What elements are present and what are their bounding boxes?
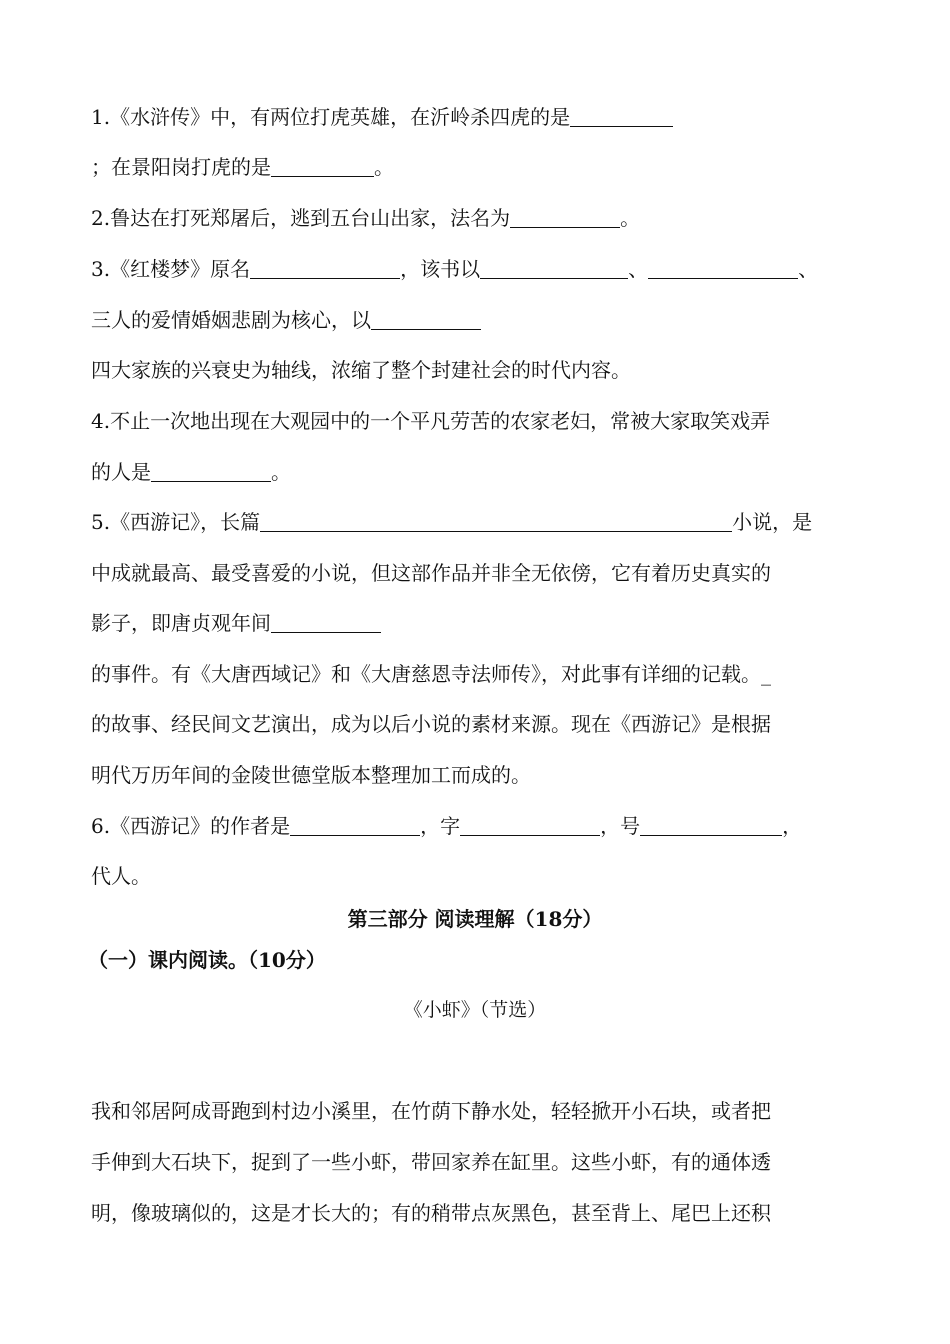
- passage-title: 《小虾》（节选）: [403, 999, 547, 1021]
- question-2-text: 2.鲁达在打死郑屠后，逃到五台山出家，法名为: [91, 206, 511, 230]
- answer-blank[interactable]: [151, 461, 271, 482]
- answer-blank[interactable]: [371, 309, 481, 330]
- question-6-text: 6.《西游记》的作者是: [91, 814, 291, 838]
- answer-blank[interactable]: [290, 815, 420, 836]
- question-3-text-3: 三人的爱情婚姻悲剧为核心，以: [91, 308, 371, 332]
- question-5-line-4: 的事件。有《大唐西域记》和《大唐慈恩寺法师传》，对此事有详细的记载。_: [91, 662, 771, 686]
- question-6-text-2: ，字: [420, 814, 461, 838]
- answer-blank[interactable]: [480, 258, 628, 279]
- punctuation: 、: [798, 257, 819, 281]
- subsection-title: （一）课内阅读。（10分）: [88, 948, 326, 972]
- answer-blank[interactable]: [570, 106, 673, 127]
- question-1-text: 1.《水浒传》中，有两位打虎英雄，在沂岭杀四虎的是: [91, 105, 571, 129]
- question-1-text-2: ；在景阳岗打虎的是: [91, 155, 271, 179]
- question-5-line-1: [91, 509, 812, 535]
- question-5-line-5: 的故事、经民间文艺演出，成为以后小说的素材来源。现在《西游记》是根据: [91, 712, 771, 736]
- answer-blank[interactable]: [640, 815, 782, 836]
- answer-blank[interactable]: [260, 511, 732, 532]
- question-3-text: 3.《红楼梦》原名: [91, 257, 251, 281]
- question-6-text-3: ，号: [600, 814, 641, 838]
- answer-blank[interactable]: [250, 258, 400, 279]
- punctuation: 、: [628, 257, 649, 281]
- question-2-line: [91, 205, 640, 231]
- question-3-text-2: ，该书以: [400, 257, 481, 281]
- passage-line: 明，像玻璃似的，这是才长大的；有的稍带点灰黑色，甚至背上、尾巴上还积: [91, 1201, 771, 1225]
- question-3-line-3: 四大家族的兴衰史为轴线，浓缩了整个封建社会的时代内容。: [91, 358, 631, 382]
- answer-blank[interactable]: [648, 258, 798, 279]
- answer-blank[interactable]: [271, 156, 374, 177]
- question-5-line-6: 明代万历年间的金陵世德堂版本整理加工而成的。: [91, 763, 531, 787]
- section-title: 第三部分 阅读理解（18分）: [347, 907, 603, 931]
- punctuation: 。: [271, 460, 291, 484]
- question-5-text-2: 小说，是: [732, 510, 813, 534]
- punctuation: 。: [620, 206, 641, 230]
- question-3-line-1: [91, 256, 818, 282]
- question-5-line-3: [91, 610, 381, 636]
- answer-blank[interactable]: [460, 815, 600, 836]
- question-4-line-2: [91, 459, 291, 485]
- question-1-line-2: [91, 154, 394, 180]
- question-6-line-2: 代人。: [91, 864, 151, 888]
- question-4-line-1: 4.不止一次地出现在大观园中的一个平凡劳苦的农家老妇，常被大家取笑戏弄: [91, 409, 771, 433]
- question-6-line-1: [91, 813, 802, 839]
- punctuation: ，: [782, 814, 803, 838]
- question-3-line-2: [91, 307, 481, 333]
- question-1-line-1: [91, 104, 673, 130]
- question-5-line-2: 中成就最高、最受喜爱的小说，但这部作品并非全无依傍，它有着历史真实的: [91, 561, 771, 585]
- passage-line: 我和邻居阿成哥跑到村边小溪里，在竹荫下静水处，轻轻掀开小石块，或者把: [91, 1099, 771, 1123]
- question-5-text-4: 影子，即唐贞观年间: [91, 611, 271, 635]
- passage-line: 手伸到大石块下，捉到了一些小虾，带回家养在缸里。这些小虾，有的通体透: [91, 1150, 771, 1174]
- answer-blank[interactable]: [510, 207, 620, 228]
- punctuation: 。: [374, 155, 394, 179]
- question-5-text: 5.《西游记》，长篇: [91, 510, 261, 534]
- question-4-text-2: 的人是: [91, 460, 151, 484]
- answer-blank[interactable]: [271, 612, 381, 633]
